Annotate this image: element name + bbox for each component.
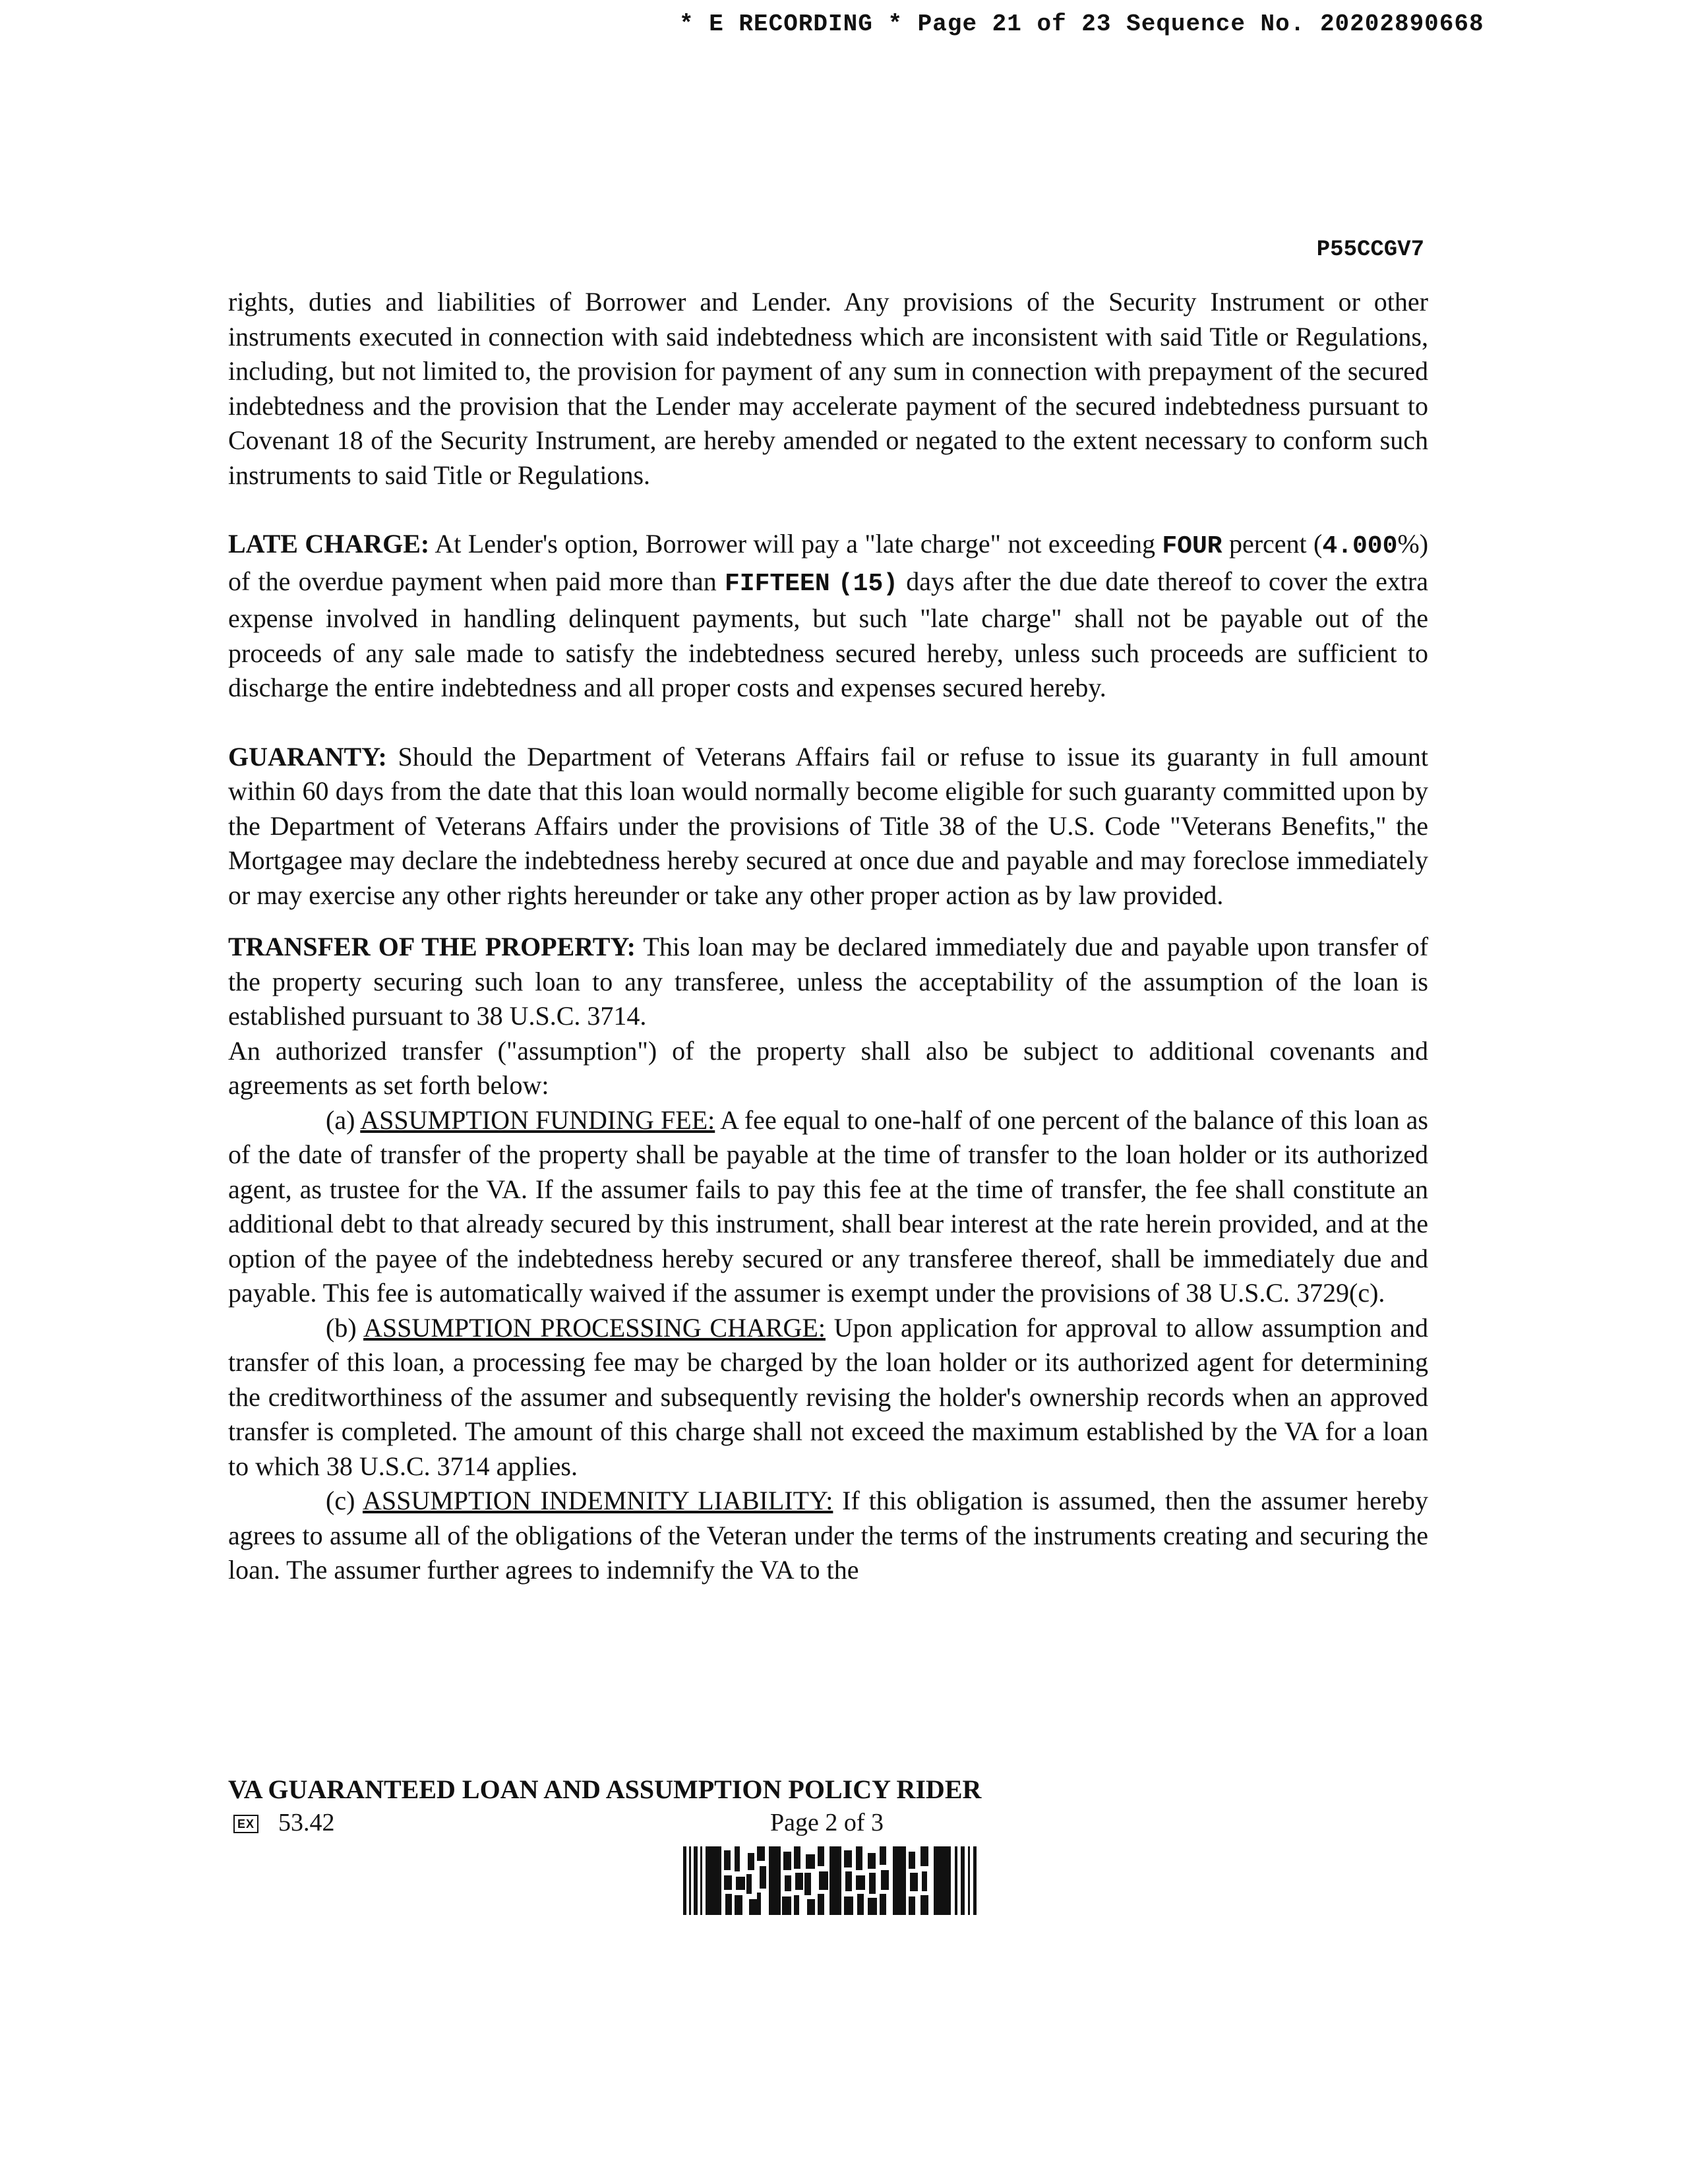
intro-paragraph: rights, duties and liabilities of Borrower and Lender. Any provisions of the Security Instrument or other instruments executed in connection with said indebtedness which are inconsistent with said Title or Regulations, including, but not limited to, the provision for payment of any sum in connection with prepayment of the secured indebtedness and the provision that the Lender may accelerate payment of the secured indebtedness pursuant to Covenant 18 of the Security Instrument, are hereby amended or negated to the extent necessary to conform such instruments to said Title or Regulations. — [228, 287, 1428, 490]
item-assumption-indemnity-liability: (c) ASSUMPTION INDEMNITY LIABILITY: If this obligation is assumed, then the assumer hereby agrees to assume all of the obligations of the Veteran under the terms of the instruments creating and securing the loan. The assumer further agrees to indemnify the VA to the — [228, 1486, 1428, 1585]
item-title: ASSUMPTION PROCESSING CHARGE: — [363, 1312, 826, 1343]
footer-row — [228, 1808, 953, 1841]
page-indicator: Page 2 of 3 — [770, 1809, 884, 1836]
form-number: 53.42 — [278, 1809, 335, 1836]
late-charge-percent-value: 4.000 — [1322, 532, 1398, 561]
rider-body — [228, 285, 1428, 1588]
rider-title: VA GUARANTEED LOAN AND ASSUMPTION POLICY RIDER — [228, 1774, 982, 1804]
item-assumption-processing-charge: (b) ASSUMPTION PROCESSING CHARGE: Upon application for approval to allow assumption and transfer of this loan, a processing fee may be charged by the loan holder or its authorized agent for determining the creditworthiness of the assumer and subsequently revising the holder's ownership records when an approved transfer is completed. The amount of this charge shall not exceed the maximum established by the VA for a loan to which 38 U.S.C. 3714 applies. — [228, 1312, 1428, 1481]
document-code: P55CCGV7 — [1316, 237, 1424, 262]
late-charge-days-words: FIFTEEN — [725, 569, 830, 598]
form-logo-icon: EX — [233, 1815, 258, 1833]
barcode-image — [683, 1846, 977, 1915]
late-charge-percent-words: FOUR — [1162, 532, 1222, 561]
item-title: ASSUMPTION INDEMNITY LIABILITY: — [362, 1486, 833, 1515]
late-charge-paragraph: LATE CHARGE: At Lender's option, Borrower will pay a "late charge" not exceeding FOUR percent (4.000%) of the overdue payment when paid more than FIFTEEN (15) days after the due date thereof to cover the extra expense involved in handling delinquent payments, but such "late charge" shall not be payable out of the proceeds of any sale made to satisfy the indebtedness secured hereby, unless such proceeds are sufficient to discharge the entire indebtedness and all proper costs and expenses secured hereby. — [228, 529, 1429, 702]
late-charge-heading: LATE CHARGE: — [228, 529, 430, 559]
transfer-paragraph-2: An authorized transfer ("assumption") of the property shall also be subject to additional covenants and agreements as set forth below: — [228, 1035, 1428, 1100]
item-title: ASSUMPTION FUNDING FEE: — [360, 1105, 715, 1135]
guaranty-paragraph: GUARANTY: Should the Department of Veterans Affairs fail or refuse to issue its guaranty in full amount within 60 days from the date that this loan would normally become eligible for such guaranty committed upon by the Department of Veterans Affairs under the provisions of Title 38 of the U.S. Code "Veterans Benefits," the Mortgagee may declare the indebtedness hereby secured at once due and payable and may foreclose immediately or may exercise any other rights hereunder or take any other proper action as by law provided. — [228, 741, 1428, 910]
recording-header: * E RECORDING * Page 21 of 23 Sequence No. 20202890668 — [679, 11, 1484, 38]
guaranty-heading: GUARANTY: — [228, 741, 387, 772]
item-assumption-funding-fee: (a) ASSUMPTION FUNDING FEE: A fee equal to one-half of one percent of the balance of this loan as of the date of transfer of the property shall be payable at the time of transfer to the loan holder or its authorized agent, as trustee for the VA. If the assumer fails to pay this fee at the time of transfer, the fee shall constitute an additional debt to that already secured by this instrument, shall bear interest at the rate herein provided, and at the option of the payee of the indebtedness hereby secured or any transferee thereof, shall be immediately due and payable. This fee is automatically waived if the assumer is exempt under the provisions of 38 U.S.C. 3729(c). — [228, 1105, 1429, 1308]
transfer-heading: TRANSFER OF THE PROPERTY: — [228, 932, 636, 961]
transfer-paragraph: TRANSFER OF THE PROPERTY: This loan may be declared immediately due and payable upon transfer of the property securing such loan to any transferee, unless the acceptability of the assumption of the loan is established pursuant to 38 U.S.C. 3714. — [228, 932, 1429, 1031]
late-charge-days-value: (15) — [837, 569, 899, 598]
